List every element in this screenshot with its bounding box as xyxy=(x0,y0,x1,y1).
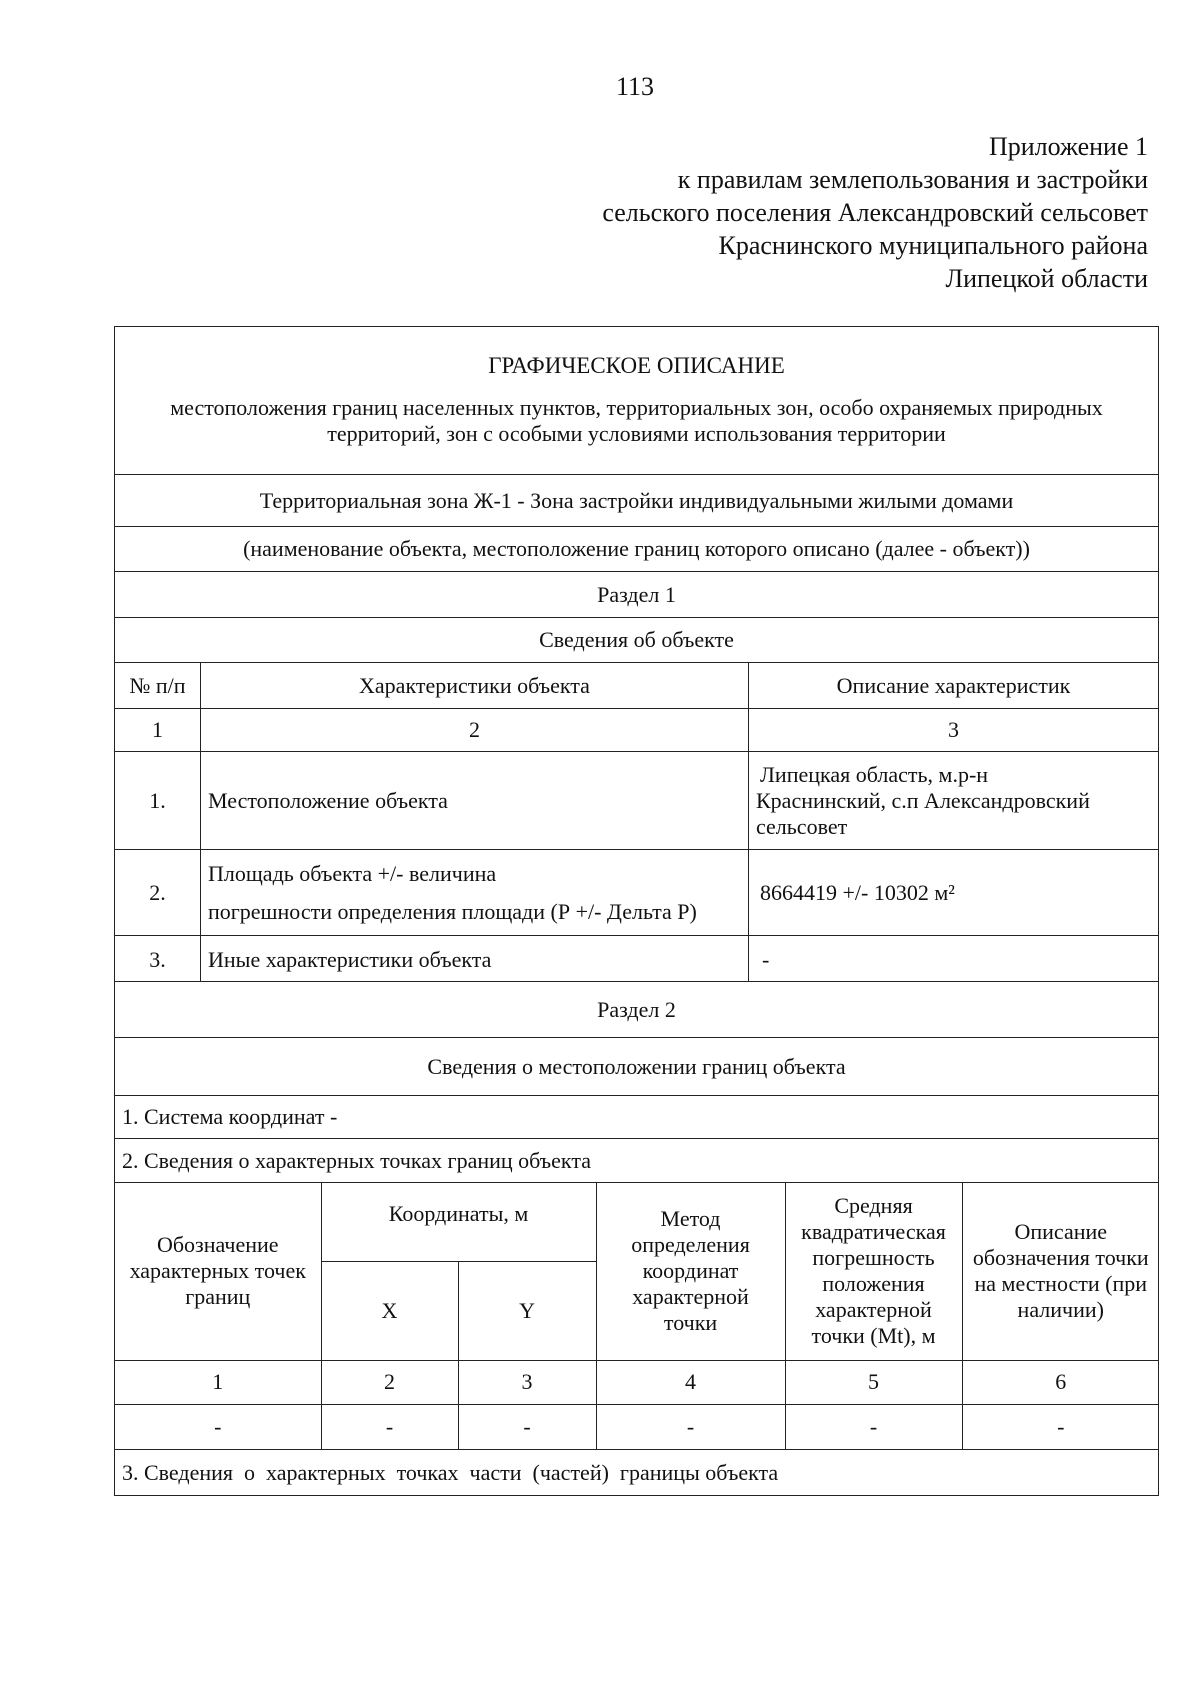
value-line: - xyxy=(762,946,770,972)
header-line: характерной xyxy=(815,1297,932,1323)
header-line: обозначения точки xyxy=(972,1245,1149,1271)
column-header-number: № п/п xyxy=(115,663,201,709)
header-y: Y xyxy=(458,1261,596,1360)
appendix-line: Приложение 1 xyxy=(988,132,1148,161)
table-row xyxy=(115,936,1159,982)
document-title: ГРАФИЧЕСКОЕ ОПИСАНИЕ xyxy=(488,352,785,378)
header-line: наличии) xyxy=(1017,1297,1104,1323)
page-number: 113 xyxy=(615,72,655,101)
value-line: Краснинский, с.п Александровский xyxy=(756,787,1090,813)
empty-cell: - xyxy=(115,1404,321,1449)
section1-title: Раздел 1 xyxy=(115,572,1159,618)
characteristic-value xyxy=(749,936,1159,982)
header-line: координат xyxy=(642,1258,739,1284)
characteristic-line: Площадь объекта +/- величина xyxy=(208,860,497,886)
header-point-description xyxy=(962,1183,1159,1360)
row-number: 2. xyxy=(115,850,201,936)
characteristic-line: Иные характеристики объекта xyxy=(208,946,492,972)
object-name: Территориальная зона Ж-1 - Зона застройки индивидуальными жилыми домами xyxy=(115,475,1159,527)
header-line: Описание xyxy=(1014,1219,1108,1245)
header-line: на местности (при xyxy=(974,1271,1148,1297)
column-header-characteristics: Характеристики объекта xyxy=(201,663,749,709)
characteristic-value xyxy=(749,752,1159,850)
coordinate-system: 1. Система координат - xyxy=(115,1096,1159,1139)
column-number: 1 xyxy=(115,709,201,752)
characteristic-name xyxy=(201,936,749,982)
characteristic-line: погрешности определения площади (Р +/- Дельта Р) xyxy=(208,898,697,924)
appendix-line: сельского поселения Александровский сельсовет xyxy=(602,198,1148,227)
column-header-description: Описание характеристик xyxy=(749,663,1159,709)
characteristic-name xyxy=(201,850,749,936)
document-title-block xyxy=(115,327,1159,475)
header-line: границ xyxy=(185,1284,251,1310)
header-line: Средняя xyxy=(834,1193,913,1219)
characteristic-name xyxy=(201,752,749,850)
value-line: сельсовет xyxy=(756,813,848,839)
characteristic-value xyxy=(749,850,1159,936)
header-mean-error xyxy=(785,1183,962,1360)
section1-subtitle: Сведения об объекте xyxy=(115,618,1159,663)
section2-title: Раздел 2 xyxy=(115,982,1159,1038)
header-line: точки xyxy=(663,1310,718,1336)
table-row xyxy=(115,1404,1159,1449)
section2-subtitle: Сведения о местоположении границ объекта xyxy=(115,1038,1159,1096)
column-number: 2 xyxy=(201,709,749,752)
appendix-header xyxy=(448,130,1148,295)
parts-points-title: 3. Сведения о характерных точках части (частей) границы объекта xyxy=(115,1450,1159,1496)
header-line: характерных точек xyxy=(129,1258,306,1284)
row-number: 3. xyxy=(115,936,201,982)
column-number: 4 xyxy=(596,1360,785,1404)
header-designation xyxy=(115,1183,321,1360)
appendix-line: Краснинского муниципального района xyxy=(718,231,1148,260)
appendix-line: Липецкой области xyxy=(945,264,1148,293)
column-number: 2 xyxy=(321,1360,458,1404)
header-line: Метод xyxy=(660,1206,721,1232)
value-line: 8664419 +/- 10302 м² xyxy=(760,879,955,905)
header-coordinates: Координаты, м xyxy=(321,1183,596,1261)
header-line: характерной xyxy=(632,1284,749,1310)
header-line: определения xyxy=(631,1232,750,1258)
header-line: Обозначение xyxy=(156,1232,279,1258)
header-x: X xyxy=(321,1261,458,1360)
row-number: 1. xyxy=(115,752,201,850)
empty-cell: - xyxy=(962,1404,1159,1449)
column-number: 5 xyxy=(785,1360,962,1404)
value-line: Липецкая область, м.р-н xyxy=(760,761,989,787)
graphic-description-table xyxy=(114,326,1159,1496)
column-number: 3 xyxy=(458,1360,596,1404)
empty-cell: - xyxy=(321,1404,458,1449)
points-table-container xyxy=(115,1183,1159,1450)
header-line: положения xyxy=(822,1271,925,1297)
table-row xyxy=(115,752,1159,850)
appendix-line: к правилам землепользования и застройки xyxy=(677,165,1148,194)
column-number: 1 xyxy=(115,1360,321,1404)
boundary-points-table xyxy=(115,1183,1159,1449)
header-line: квадратическая xyxy=(801,1219,946,1245)
points-title: 2. Сведения о характерных точках границ объекта xyxy=(115,1139,1159,1183)
empty-cell: - xyxy=(785,1404,962,1449)
characteristic-line: Местоположение объекта xyxy=(208,787,448,813)
empty-cell: - xyxy=(596,1404,785,1449)
header-method xyxy=(596,1183,785,1360)
header-line: погрешность xyxy=(812,1245,935,1271)
column-number: 6 xyxy=(962,1360,1159,1404)
table-row xyxy=(115,850,1159,936)
object-name-caption: (наименование объекта, местоположение границ которого описано (далее - объект)) xyxy=(115,527,1159,572)
header-line: точки (Mt), м xyxy=(811,1323,936,1349)
column-number: 3 xyxy=(749,709,1159,752)
empty-cell: - xyxy=(458,1404,596,1449)
document-subtitle: местоположения границ населенных пунктов, территориальных зон, особо охраняемых природных территорий, зон с особыми условиями использования территории xyxy=(170,394,1103,446)
